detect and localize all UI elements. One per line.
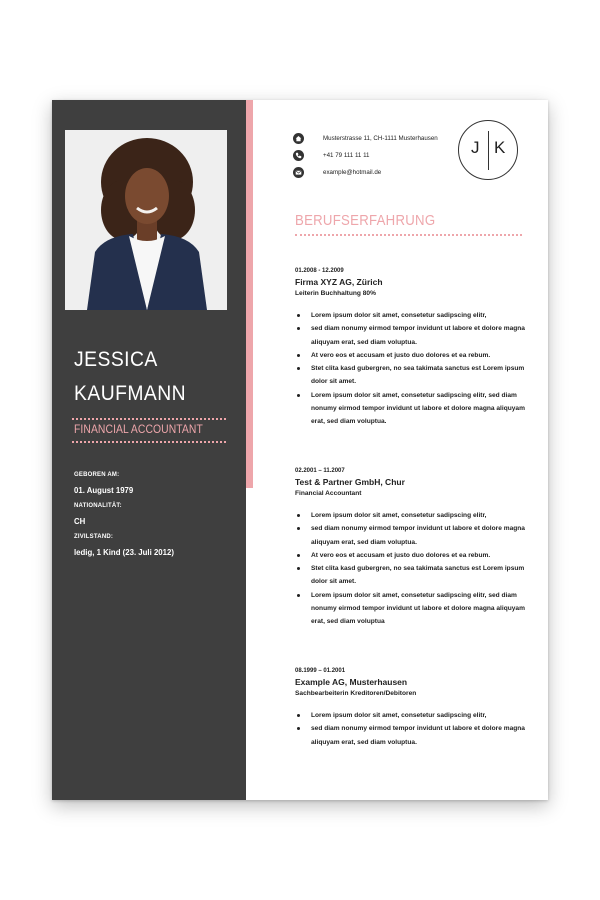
bullet-item: Lorem ipsum dolor sit amet, consetetur sadipscing elitr,: [295, 509, 526, 522]
person-name: [74, 343, 221, 411]
monogram-left: J: [471, 138, 480, 157]
profile-photo: [65, 130, 227, 310]
bullet-item: sed diam nonumy eirmod tempor invidunt ut labore et dolore magna aliquyam erat, sed diam voluptua.: [295, 522, 526, 549]
job-bullets: [295, 509, 530, 629]
bullet-item: At vero eos et accusam et justo duo dolores et ea rebum.: [295, 349, 526, 362]
job-role: Sachbearbeiterin Kreditoren/Debitoren: [295, 690, 417, 697]
bullet-item: sed diam nonumy eirmod tempor invidunt ut labore et dolore magna aliquyam erat, sed diam voluptua.: [295, 722, 526, 749]
job-date: 08.1999 – 01.2001: [295, 668, 346, 674]
contact-info: [293, 130, 438, 181]
email-icon: [293, 167, 304, 178]
contact-email: [293, 164, 438, 181]
civil-status-value: ledig, 1 Kind (23. Juli 2012): [74, 547, 174, 557]
birthdate-label: GEBOREN AM:: [74, 472, 120, 478]
last-name: KAUFMANN: [74, 382, 187, 405]
job-entry: [295, 268, 530, 429]
bullet-item: sed diam nonumy eirmod tempor invidunt ut labore et dolore magna aliquyam erat, sed diam voluptua.: [295, 322, 526, 349]
sidebar: [52, 100, 246, 800]
home-icon: [293, 133, 304, 144]
phone-icon: [293, 150, 304, 161]
job-role: Leiterin Buchhaltung 80%: [295, 290, 376, 297]
accent-strip: [246, 100, 253, 488]
personal-info: [74, 472, 234, 565]
resume-page: [52, 100, 548, 800]
monogram-divider: [488, 131, 489, 170]
contact-address: [293, 130, 438, 147]
job-company: Test & Partner GmbH, Chur: [295, 477, 405, 487]
job-title-box: [72, 418, 226, 443]
bullet-item: Stet clita kasd gubergren, no sea takimata sanctus est Lorem ipsum dolor sit amet.: [295, 562, 526, 589]
monogram: [458, 120, 518, 180]
bullet-item: Stet clita kasd gubergren, no sea takimata sanctus est Lorem ipsum dolor sit amet.: [295, 362, 526, 389]
job-date: 01.2008 - 12.2009: [295, 268, 344, 274]
phone-text: +41 79 111 11 11: [323, 152, 370, 159]
job-role: Financial Accountant: [295, 490, 362, 497]
nationality-value: CH: [74, 516, 86, 526]
job-bullets: [295, 709, 530, 749]
civil-status-label: ZIVILSTAND:: [74, 534, 114, 540]
birthdate-value: 01. August 1979: [74, 485, 134, 495]
job-company: Example AG, Musterhausen: [295, 677, 408, 687]
job-entry: [295, 468, 530, 629]
monogram-right: K: [494, 138, 506, 157]
job-title: FINANCIAL ACCOUNTANT: [74, 424, 203, 436]
bullet-item: Lorem ipsum dolor sit amet, consetetur sadipscing elitr,: [295, 709, 526, 722]
bullet-item: At vero eos et accusam et justo duo dolores et ea rebum.: [295, 549, 526, 562]
job-bullets: [295, 309, 530, 429]
address-text: Musterstrasse 11, CH-1111 Musterhausen: [323, 135, 438, 142]
nationality-label: NATIONALITÄT:: [74, 503, 122, 509]
bullet-item: Lorem ipsum dolor sit amet, consetetur sadipscing elitr, sed diam nonumy eirmod tempor invidunt ut labore et dolore magna aliquyam erat, sed diam voluptua.: [295, 389, 526, 429]
job-date: 02.2001 – 11.2007: [295, 468, 345, 474]
job-entry: [295, 668, 530, 749]
main-content: [253, 100, 548, 800]
section-title: BERUFSERFAHRUNG: [295, 212, 522, 236]
job-company: Firma XYZ AG, Zürich: [295, 277, 383, 287]
bullet-item: Lorem ipsum dolor sit amet, consetetur sadipscing elitr, sed diam nonumy eirmod tempor invidunt ut labore et dolore magna aliquyam erat, sed diam voluptua: [295, 589, 526, 629]
email-text: example@hotmail.de: [323, 169, 382, 176]
bullet-item: Lorem ipsum dolor sit amet, consetetur sadipscing elitr,: [295, 309, 526, 322]
contact-phone: [293, 147, 438, 164]
first-name: JESSICA: [74, 348, 158, 371]
